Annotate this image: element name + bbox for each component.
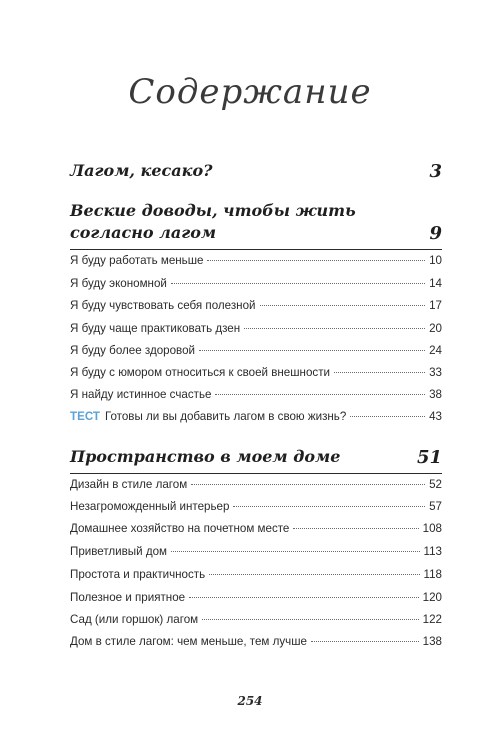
toc-entry[interactable] [70, 320, 442, 338]
entry-label: Я буду более здоровой [70, 344, 196, 357]
dot-leader [209, 574, 419, 575]
entry-page-number: 20 [429, 322, 442, 335]
entry-label: Незагроможденный интерьер [70, 500, 230, 513]
entry-page-number: 118 [423, 568, 442, 581]
toc-entry[interactable] [70, 386, 442, 404]
entry-page-number: 24 [429, 344, 442, 357]
dot-leader [215, 394, 425, 395]
toc-entry[interactable] [70, 589, 442, 607]
dot-leader [233, 506, 425, 507]
toc-entry[interactable] [70, 498, 442, 516]
toc-entry[interactable] [70, 611, 442, 629]
entry-page-number: 52 [429, 478, 442, 491]
toc-entry[interactable] [70, 520, 442, 538]
section-heading [70, 200, 442, 250]
dot-leader [334, 372, 425, 373]
toc-entry[interactable] [70, 364, 442, 382]
entry-page-number: 138 [422, 635, 442, 648]
entry-page-number: 17 [429, 299, 442, 312]
entry-label: Дом в стиле лагом: чем меньше, тем лучше [70, 635, 307, 648]
entry-label: Полезное и приятное [70, 591, 186, 604]
section-heading [70, 160, 442, 182]
dot-leader [191, 484, 425, 485]
entry-label: Я буду экономной [70, 277, 167, 290]
entry-label: Я буду с юмором относиться к своей внешности [70, 366, 330, 379]
entry-label: Приветливый дом [70, 545, 168, 558]
toc-entry[interactable] [70, 252, 442, 270]
section-heading-text: Пространство в моем доме [70, 447, 341, 466]
dot-leader [207, 260, 425, 261]
toc-entry[interactable] [70, 408, 442, 426]
entry-page-number: 38 [429, 388, 442, 401]
toc-entry[interactable] [70, 275, 442, 293]
entry-label: Простота и практичность [70, 568, 206, 581]
entry-label: Я буду работать меньше [70, 254, 204, 267]
dot-leader [293, 528, 418, 529]
toc-entry[interactable] [70, 566, 442, 584]
entry-page-number: 113 [423, 545, 442, 558]
toc-entry[interactable] [70, 476, 442, 494]
section-page-number: 3 [429, 161, 442, 182]
entry-page-number: 14 [429, 277, 442, 290]
entry-label: Сад (или горшок) лагом [70, 613, 199, 626]
dot-leader [244, 328, 425, 329]
toc-entry[interactable] [70, 633, 442, 651]
entry-page-number: 57 [429, 500, 442, 513]
entry-page-number: 120 [422, 591, 442, 604]
toc-entry[interactable] [70, 297, 442, 315]
section-heading [70, 446, 442, 474]
section-heading-text: согласно лагом [70, 223, 217, 242]
entry-page-number: 122 [422, 613, 442, 626]
dot-leader [311, 641, 419, 642]
section-page-number: 51 [416, 447, 442, 468]
dot-leader [202, 619, 419, 620]
entry-label: Я буду чаще практиковать дзен [70, 322, 241, 335]
entry-page-number: 43 [429, 410, 442, 423]
toc-entry[interactable] [70, 342, 442, 360]
dot-leader [199, 350, 425, 351]
dot-leader [171, 551, 419, 552]
entry-page-number: 10 [429, 254, 442, 267]
section-heading-text: Лагом, кесако? [70, 161, 213, 180]
toc-entry[interactable] [70, 543, 442, 561]
entry-page-number: 33 [429, 366, 442, 379]
section-heading-text: Веские доводы, чтобы жить [70, 201, 356, 220]
entry-label: Я найду истинное счастье [70, 388, 212, 401]
page-title: Содержание [128, 72, 372, 112]
page-folio-number: 254 [237, 694, 263, 708]
entry-label: Домашнее хозяйство на почетном месте [70, 522, 290, 535]
entry-label: Готовы ли вы добавить лагом в свою жизнь? [104, 410, 347, 423]
dot-leader [350, 416, 425, 417]
entry-label: Дизайн в стиле лагом [70, 478, 188, 491]
entry-label: Я буду чувствовать себя полезной [70, 299, 256, 312]
section-page-number: 9 [429, 223, 442, 244]
dot-leader [260, 305, 426, 306]
test-badge: ТЕСТ [70, 410, 100, 423]
entry-page-number: 108 [422, 522, 442, 535]
dot-leader [171, 283, 425, 284]
dot-leader [189, 597, 419, 598]
